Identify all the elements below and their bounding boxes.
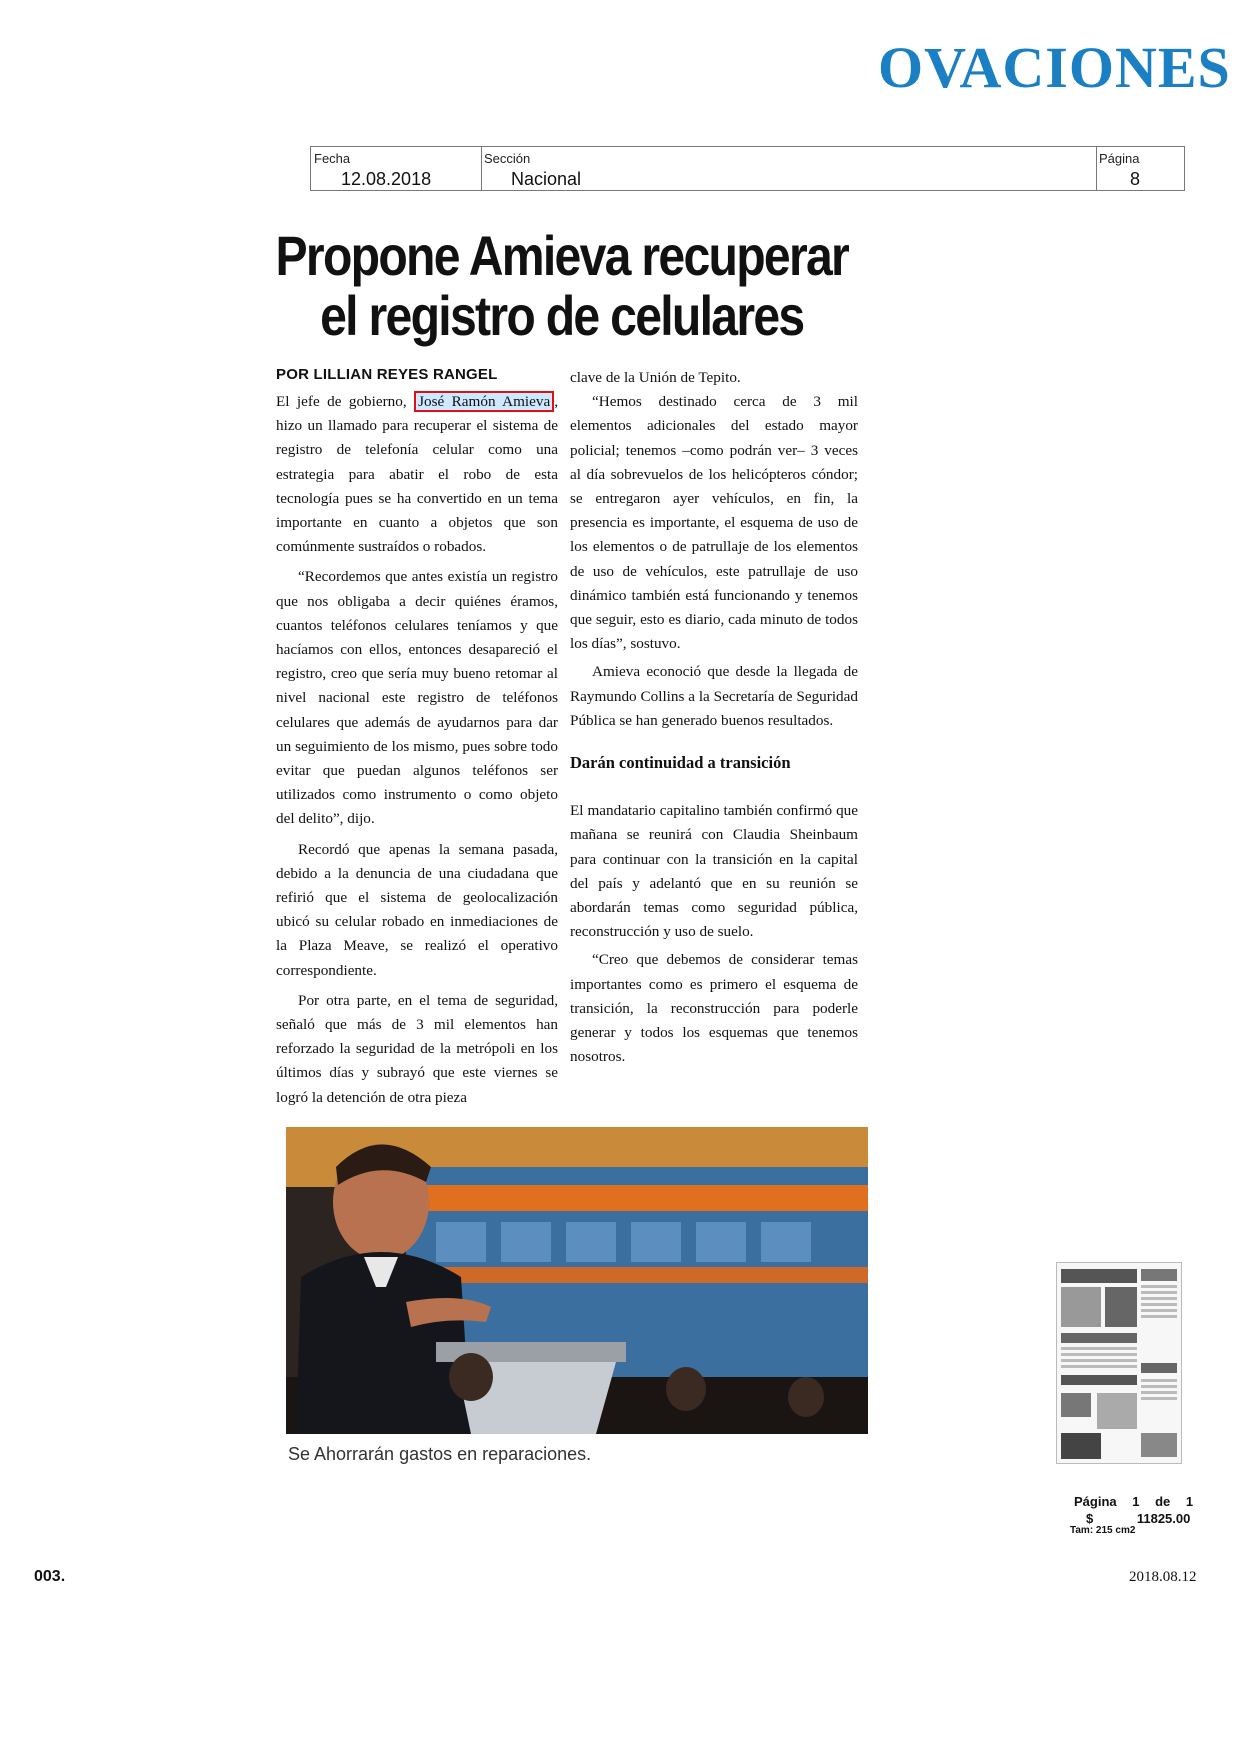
date-cell: [311, 147, 482, 190]
size-info: Tam: 215 cm2: [1070, 1525, 1136, 1536]
amount: 11825.00: [1136, 1511, 1191, 1526]
page-value: 8: [1130, 169, 1141, 189]
article-headline: [272, 226, 852, 346]
article-photo: [286, 1127, 868, 1434]
subheading: Darán continuidad a transición: [570, 753, 791, 773]
page-current: 1: [1132, 1494, 1140, 1509]
photo-caption: Se Ahorrarán gastos en reparaciones.: [288, 1444, 592, 1464]
paragraph-text: , hizo un llamado para recuperar el sistema de registro de telefonía celular como una estrategia para abatir el robo de esta tecnología pues se ha convertido en un tema importante en cuanto a objetos que son comúnmente sustraídos o robados.: [276, 393, 559, 556]
page-label: Página: [1099, 151, 1140, 166]
paragraph: “Creo que debemos de considerar temas importantes como es primero el esquema de transición, la reconstrucción para poderle generar y todos los esquemas que tenemos nosotros.: [570, 951, 858, 1066]
date-label: Fecha: [314, 151, 351, 166]
paragraph: “Hemos destinado cerca de 3 mil elementos adicionales del estado mayor policial; tenemos –como podrán ver– 3 veces al día sobrevuelos de los helicópteros cóndor; se entregaron ayer vehículos, en fin, la presencia es importante, el esquema de uso de los elementos o de patrullaje de los elementos de uso de vehículos, este patrullaje de uso dinámico también está funcionando y tenemos que seguir, esto es diario, cada minuto de todos los días”, sostuvo.: [570, 393, 858, 653]
section-value: Nacional: [511, 169, 582, 189]
currency: $: [1086, 1511, 1094, 1526]
paragraph: Recordó que apenas la semana pasada, debido a la denuncia de una ciudadana que refirió que el sistema de geolocalización ubicó su celular robado en inmediaciones de la Plaza Meave, se realizó el operativo correspondiente.: [276, 840, 558, 979]
paragraph-text: El jefe de gobierno,: [276, 393, 415, 410]
page-thumbnail: [1056, 1262, 1182, 1464]
paragraph: El mandatario capitalino también confirmó que mañana se reunirá con Claudia Sheinbaum para continuar con la transición en la capital del país y adelantó que en su reunión se abordarán temas como seguridad pública, reconstrucción y uso de suelo.: [570, 802, 858, 941]
section-cell: [481, 147, 1097, 190]
page-count-label: Página: [1074, 1494, 1117, 1509]
paragraph: [276, 390, 558, 559]
publication-logo: OVACIONES: [878, 35, 1231, 100]
headline-line-2: el registro de celulares: [320, 284, 804, 347]
paragraph: Amieva econoció que desde la llegada de Raymundo Collins a la Secretaría de Seguridad Pública se han generado buenos resultados.: [570, 663, 858, 729]
date-value: 12.08.2018: [341, 169, 432, 189]
page-count: [1074, 1494, 1193, 1509]
page-cell: [1096, 147, 1184, 190]
price: [1086, 1511, 1190, 1526]
page-of: de: [1155, 1494, 1171, 1509]
photo-illustration: [286, 1127, 868, 1434]
section-label: Sección: [484, 151, 531, 166]
footer-code: 003.: [34, 1568, 66, 1585]
highlighted-name: José Ramón Amieva: [414, 391, 554, 412]
byline: POR LILLIAN REYES RANGEL: [276, 366, 498, 383]
page-total: 1: [1185, 1494, 1194, 1509]
metadata-box: [310, 146, 1185, 191]
article-column-right: [570, 366, 858, 1069]
paragraph: Por otra parte, en el tema de seguridad, señaló que más de 3 mil elementos han reforzado la seguridad de la metrópoli en los últimos días y subrayó que este viernes se logró la detención de otra pieza: [276, 991, 558, 1106]
article-column-left: [276, 390, 558, 1110]
footer-date: 2018.08.12: [1129, 1569, 1197, 1585]
headline-line-1: Propone Amieva recuperar: [275, 224, 849, 287]
paragraph: “Recordemos que antes existía un registro que nos obligaba a decir quiénes éramos, cuantos teléfonos celulares teníamos y que hacíamos con ellos, entonces desapareció el registro, creo que sería muy bueno retomar al nivel nacional este registro de teléfonos celulares que además de ayudarnos para dar un seguimiento de los mismo, pues sobre todo evitar que puedan algunos teléfonos ser utilizados como instrumento o como objeto del delito”, dijo.: [276, 568, 558, 828]
paragraph: clave de la Unión de Tepito.: [570, 369, 741, 386]
thumbnail-image: [1057, 1263, 1181, 1463]
